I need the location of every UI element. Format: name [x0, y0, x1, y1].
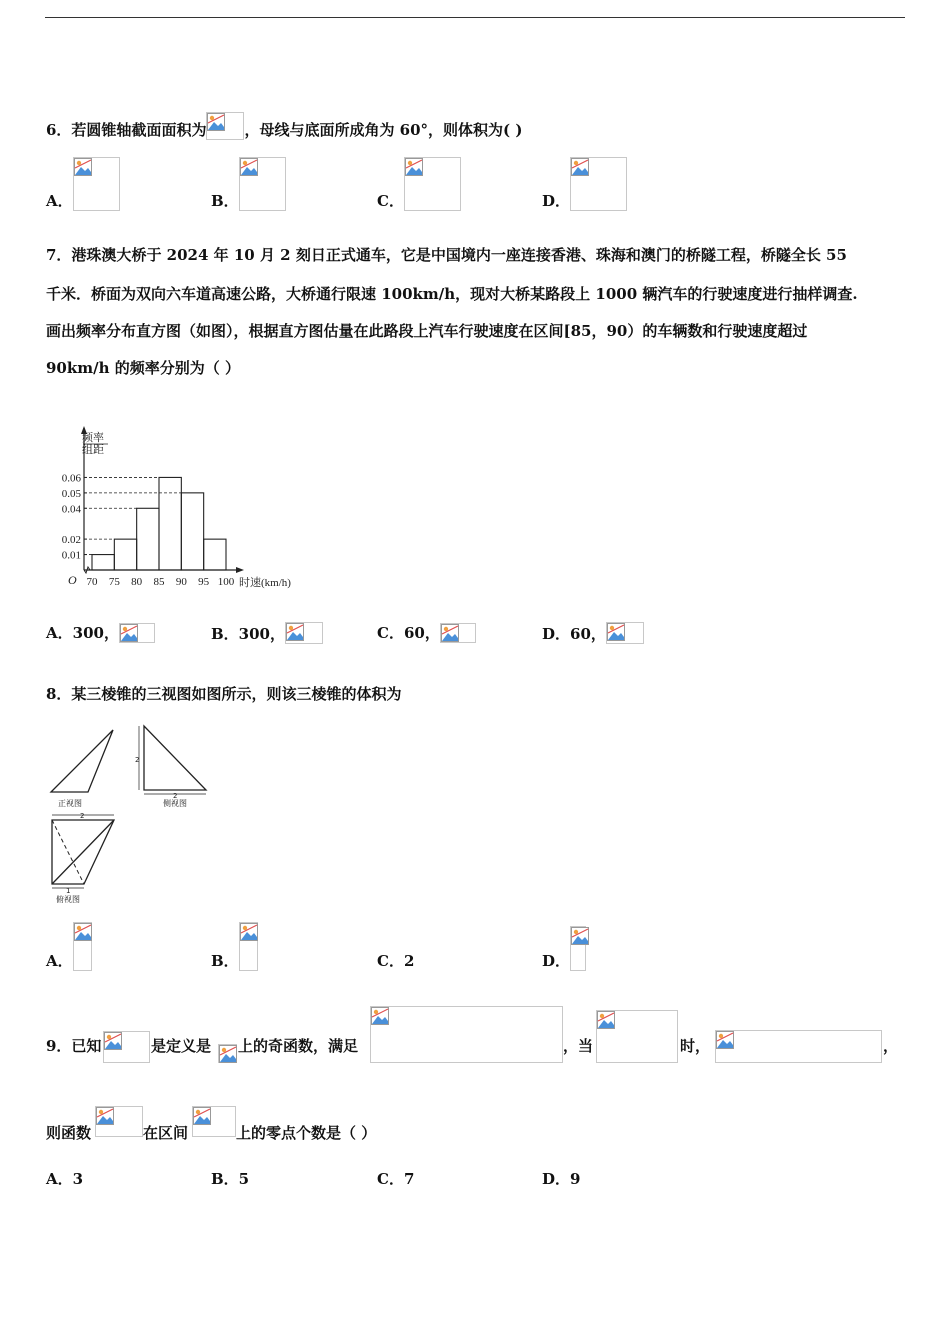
- q8-option-b[interactable]: [211, 922, 258, 971]
- q7-option-d[interactable]: [542, 622, 644, 644]
- q8-option-c[interactable]: C．2: [377, 952, 415, 970]
- x-tick-label: 95: [198, 576, 210, 588]
- q9-p6: ，: [883, 1037, 899, 1055]
- formula-image: [119, 623, 155, 643]
- y-label-top: 频率: [82, 432, 104, 444]
- x-tick-label: 75: [108, 576, 120, 588]
- option-label: A．: [46, 192, 73, 210]
- option-label: C．: [377, 192, 404, 210]
- q6-option-d[interactable]: [542, 157, 627, 211]
- formula-image: [370, 1006, 563, 1063]
- x-tick-label: 80: [131, 576, 143, 588]
- histogram-bar: [92, 555, 114, 570]
- histogram-bar: [181, 493, 203, 570]
- x-tick-label: 70: [86, 576, 98, 588]
- origin-label: O: [68, 573, 77, 587]
- formula-image: [239, 157, 286, 211]
- formula-image: [206, 112, 244, 140]
- top-view: [52, 815, 114, 888]
- x-tick-label: 85: [153, 576, 165, 588]
- option-label: D．: [542, 192, 571, 210]
- y-tick-label: 0.05: [61, 487, 81, 500]
- header-rule: [45, 17, 905, 18]
- option-label: D．: [542, 952, 571, 970]
- histogram-bar: [204, 539, 226, 570]
- q9-p5: 时，: [680, 1037, 711, 1055]
- dim-top-bottom: 1: [66, 887, 71, 895]
- top-view-label: 俯视图: [56, 895, 80, 904]
- y-tick-label: 0.02: [61, 534, 81, 547]
- q7-line-2: 千米．桥面为双向六车道高速公路，大桥通行限速 100km/h，现对大桥某路段上 1000 辆汽车的行驶速度进行抽样调查.: [46, 285, 858, 303]
- q9-option-b[interactable]: B．5: [211, 1170, 250, 1188]
- histogram-bar: [114, 539, 136, 570]
- question-6: [46, 112, 522, 140]
- x-tick-label: 100: [217, 576, 235, 588]
- formula-image: [192, 1106, 236, 1137]
- front-view-label: 正视图: [58, 799, 82, 808]
- formula-image: [404, 157, 461, 211]
- q9-option-d[interactable]: D．9: [542, 1170, 581, 1188]
- q7-line-1: 7．港珠澳大桥于 2024 年 10 月 2 刻日正式通车，它是中国境内一座连接香港、珠海和澳门的桥隧工程，桥隧全长 55: [46, 246, 847, 264]
- y-tick-label: 0.06: [61, 472, 81, 485]
- q6-option-b[interactable]: [211, 157, 286, 211]
- dim-side-width: 2: [173, 792, 178, 800]
- histogram-bar: [159, 477, 181, 570]
- q6-option-a[interactable]: [46, 157, 120, 211]
- q7-line-4: 90km/h 的频率分别为（ ）: [46, 359, 240, 377]
- y-tick-label: 0.01: [61, 549, 81, 562]
- q9-option-c[interactable]: C．7: [377, 1170, 415, 1188]
- option-label: D．60，: [542, 625, 606, 643]
- side-view: [139, 726, 206, 794]
- option-label: A．: [46, 952, 73, 970]
- x-axis-label: 时速(km/h): [239, 577, 291, 589]
- q6-prefix: 6．若圆锥轴截面面积为: [46, 121, 207, 139]
- formula-image: [73, 157, 120, 211]
- x-axis-arrow: [236, 567, 244, 573]
- option-label: C．60，: [377, 624, 440, 642]
- formula-image: [596, 1010, 678, 1063]
- formula-image: [218, 1044, 237, 1063]
- formula-image: [73, 922, 92, 971]
- option-label: B．: [211, 192, 239, 210]
- q7-option-b[interactable]: [211, 622, 323, 644]
- formula-image: [95, 1106, 143, 1137]
- formula-image: [285, 622, 323, 644]
- q7-option-a[interactable]: [46, 622, 155, 643]
- q9-p2: 是定义是: [151, 1037, 212, 1055]
- q9-option-a[interactable]: A．3: [46, 1170, 84, 1188]
- q8-option-a[interactable]: [46, 922, 92, 971]
- side-view-label: 侧视图: [163, 799, 187, 808]
- option-label: B．300，: [211, 625, 285, 643]
- option-label: A．300，: [46, 624, 119, 642]
- formula-image: [715, 1030, 882, 1063]
- q8-text: 8．某三棱锥的三视图如图所示，则该三棱锥的体积为: [46, 685, 402, 703]
- formula-image: [570, 926, 586, 971]
- q7-option-c[interactable]: [377, 622, 476, 643]
- q9-p4: ，当: [563, 1037, 594, 1055]
- q9-line2-c: 上的零点个数是（ ）: [236, 1124, 377, 1142]
- formula-image: [440, 623, 476, 643]
- q9-line2-b: 在区间: [143, 1124, 189, 1142]
- formula-image: [239, 922, 258, 971]
- front-view: [51, 730, 113, 792]
- q7-line-3: 画出频率分布直方图（如图），根据直方图估量在此路段上汽车行驶速度在区间[85，90）的车辆数和行驶速度超过: [46, 322, 808, 340]
- q8-option-d[interactable]: [542, 926, 586, 971]
- dim-top-width: 2: [80, 812, 85, 820]
- q6-option-c[interactable]: [377, 157, 461, 211]
- frequency-histogram: [50, 415, 310, 595]
- y-label-bottom: 组距: [82, 444, 104, 456]
- formula-image: [570, 157, 627, 211]
- histogram-bar: [137, 508, 159, 570]
- dim-side-height: 2: [135, 756, 140, 764]
- q9-p1: 9．已知: [46, 1037, 102, 1055]
- formula-image: [606, 622, 644, 644]
- three-view-diagram: [46, 722, 216, 907]
- option-label: B．: [211, 952, 239, 970]
- q9-p3: 上的奇函数，满足: [238, 1037, 359, 1055]
- q6-suffix: ，母线与底面所成角为 60°，则体积为( ): [244, 121, 523, 139]
- x-tick-label: 90: [175, 576, 187, 588]
- formula-image: [103, 1031, 150, 1063]
- y-tick-label: 0.04: [61, 503, 81, 516]
- q9-line2-a: 则函数: [46, 1124, 92, 1142]
